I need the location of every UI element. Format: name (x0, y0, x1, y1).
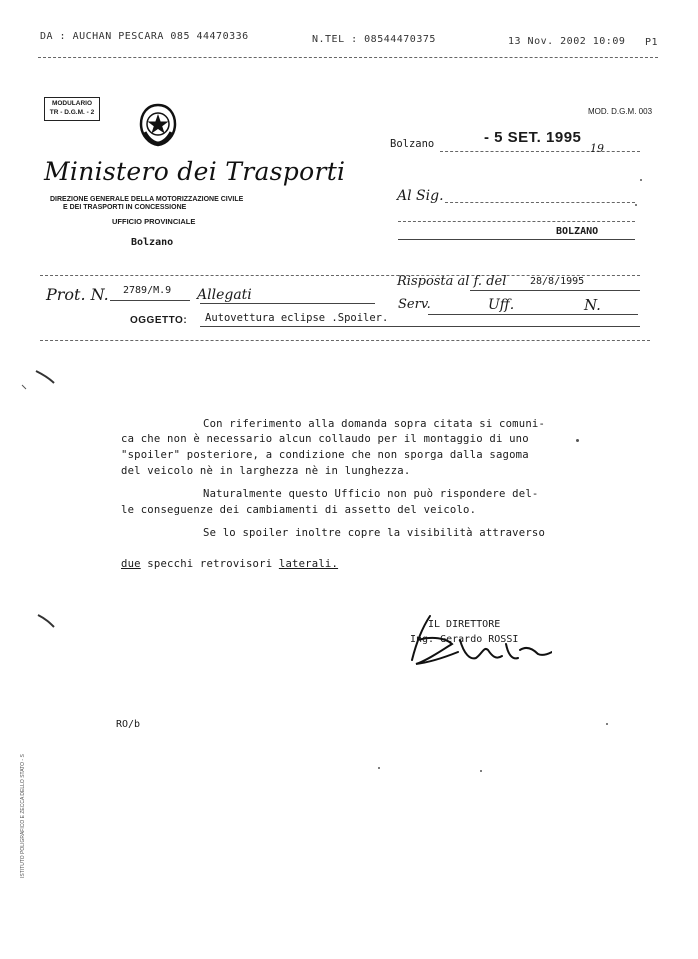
reply-label: Risposta al f. del (397, 274, 507, 289)
attachments-line (200, 303, 375, 304)
direction-line1: DIREZIONE GENERALE DELLA MOTORIZZAZIONE CIVILE (50, 196, 244, 203)
body-p3-line1: Se lo spoiler inoltre copre la visibilità attraverso (203, 527, 546, 539)
year-prefix: 19 (590, 142, 604, 155)
handwritten-signature (402, 610, 552, 672)
direction-line2: E DEI TRASPORTI IN CONCESSIONE (63, 204, 187, 211)
fax-page: P1 (645, 37, 659, 48)
recipient-city: BOLZANO (556, 226, 599, 237)
speck (576, 439, 579, 442)
body-p1-line1: Con riferimento alla domanda sopra citata si comuni- (203, 418, 546, 430)
fax-datetime: 13 Nov. 2002 10:09 (508, 36, 626, 47)
recipient-line1 (445, 202, 635, 203)
model-code: MOD. D.G.M. 003 (588, 107, 653, 116)
body-p2-line2: le conseguenze dei cambiamenti di assetto del veicolo. (121, 504, 477, 516)
office-label: UFFICIO PROVINCIALE (112, 217, 196, 226)
recipient-label: Al Sig. (397, 188, 444, 204)
ministry-title: Ministero dei Trasporti (44, 157, 346, 186)
office-city: Bolzano (131, 237, 174, 248)
division-label: Serv. (398, 297, 431, 312)
subject-text: Autovettura eclipse .Spoiler. (205, 312, 389, 324)
body-p1-line3: "spoiler" posteriore, a condizione che non sporga dalla sagoma (121, 449, 529, 461)
body-p3-line3 (121, 556, 338, 573)
reply-line (470, 290, 640, 291)
recipient-line2 (398, 221, 635, 222)
division-line (428, 314, 638, 315)
ref-initials: RO/b (116, 719, 141, 730)
attachments-label: Allegati (197, 287, 252, 303)
subject-line2 (40, 340, 650, 341)
body-laterali-word: laterali. (278, 558, 339, 570)
prot-line (110, 300, 190, 301)
body-p1-line2: ca che non è necessario alcun collaudo per il montaggio di uno (121, 433, 529, 445)
speck (606, 723, 608, 725)
signature-name: Ing. Gerardo ROSSI (410, 634, 519, 645)
form-code-box (44, 97, 100, 121)
form-code-line2: TR - D.G.M. - 2 (49, 109, 95, 116)
scan-marks (14, 365, 58, 635)
speck (480, 770, 482, 772)
date-line (440, 151, 640, 152)
prot-label: Prot. N. (46, 285, 109, 304)
speck (640, 179, 642, 181)
republic-emblem-icon (137, 102, 179, 148)
date-place: Bolzano (390, 138, 435, 150)
subject-line1 (200, 326, 640, 327)
body-p3-mid: specchi retrovisori (140, 558, 279, 570)
body-due-word: due (121, 558, 141, 570)
reply-date: 28/8/1995 (530, 276, 585, 287)
body-p1-line4: del veicolo nè in larghezza nè in lunghezza. (121, 465, 411, 477)
fax-sender: DA : AUCHAN PESCARA 085 44470336 (40, 31, 249, 42)
speck (378, 767, 380, 769)
recipient-line3 (398, 239, 635, 240)
signature-title: IL DIRETTORE (428, 619, 501, 630)
prot-number: 2789/M.9 (123, 285, 172, 296)
fax-header-rule (38, 57, 658, 58)
form-code-line1: MODULARIO (51, 100, 93, 107)
body-p2-line1: Naturalmente questo Ufficio non può rispondere del- (203, 488, 539, 500)
subject-label: OGGETTO: (130, 315, 188, 326)
number-ref-label: N. (584, 296, 601, 314)
margin-print: ISTITUTO POLIGRAFICO E ZECCA DELLO STATO - S (20, 754, 26, 878)
date-stamp: - 5 SET. 1995 (484, 129, 582, 146)
speck (635, 204, 637, 206)
fax-tel: N.TEL : 08544470375 (312, 34, 436, 45)
office-ref-label: Uff. (488, 297, 515, 313)
